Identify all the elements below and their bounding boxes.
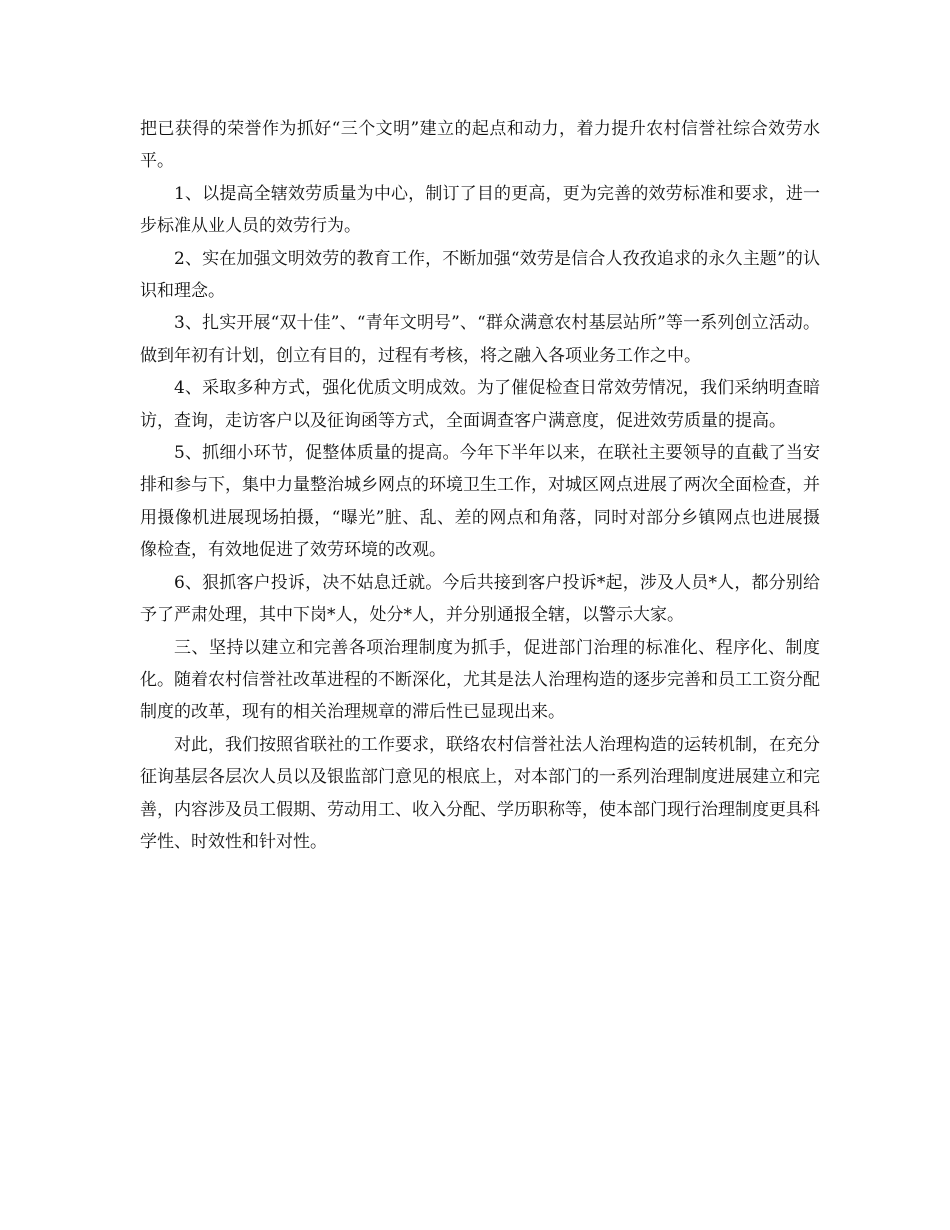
paragraph-item-6: 6、狠抓客户投诉，决不姑息迁就。今后共接到客户投诉*起，涉及人员*人，都分别给予了严肃处理，其中下岗*人，处分*人，并分别通报全辖，以警示大家。 [140, 572, 820, 626]
paragraph-conclusion: 对此，我们按照省联社的工作要求，联络农村信誉社法人治理构造的运转机制，在充分征询基层各层次人员以及银监部门意见的根底上，对本部门的一系列治理制度进展建立和完善，内容涉及员工假期、劳动用工、收入分配、学历职称等，使本部门现行治理制度更具科学性、时效性和针对性。 [140, 734, 820, 852]
paragraph-item-2: 2、实在加强文明效劳的教育工作，不断加强“效劳是信合人孜孜追求的永久主题”的认识和理念。 [140, 248, 820, 302]
paragraph-item-4: 4、采取多种方式，强化优质文明成效。为了催促检查日常效劳情况，我们采纳明查暗访，查询，走访客户以及征询函等方式，全面调查客户满意度，促进效劳质量的提高。 [140, 378, 820, 431]
paragraph-section-3: 三、坚持以建立和完善各项治理制度为抓手，促进部门治理的标准化、程序化、制度化。随着农村信誉社改革进程的不断深化，尤其是法人治理构造的逐步完善和员工工资分配制度的改革，现有的相关治理规章的滞后性已显现出来。 [140, 637, 820, 723]
document-body [140, 113, 820, 858]
paragraph-item-1: 1、以提高全辖效劳质量为中心，制订了目的更高，更为完善的效劳标准和要求，进一步标准从业人员的效劳行为。 [140, 183, 820, 237]
paragraph-intro: 把已获得的荣誉作为抓好“三个文明”建立的起点和动力，着力提升农村信誉社综合效劳水平。 [140, 119, 820, 172]
paragraph-item-3: 3、扎实开展“双十佳”、“青年文明号”、“群众满意农村基层站所”等一系列创立活动。做到年初有计划，创立有目的，过程有考核，将之融入各项业务工作之中。 [140, 313, 820, 366]
paragraph-item-5: 5、抓细小环节，促整体质量的提高。今年下半年以来，在联社主要领导的直截了当安排和参与下，集中力量整治城乡网点的环境卫生工作，对城区网点进展了两次全面检查，并用摄像机进展现场拍摄，“曝光”脏、乱、差的网点和角落，同时对部分乡镇网点也进展摄像检查，有效地促进了效劳环境的改观。 [140, 443, 820, 561]
